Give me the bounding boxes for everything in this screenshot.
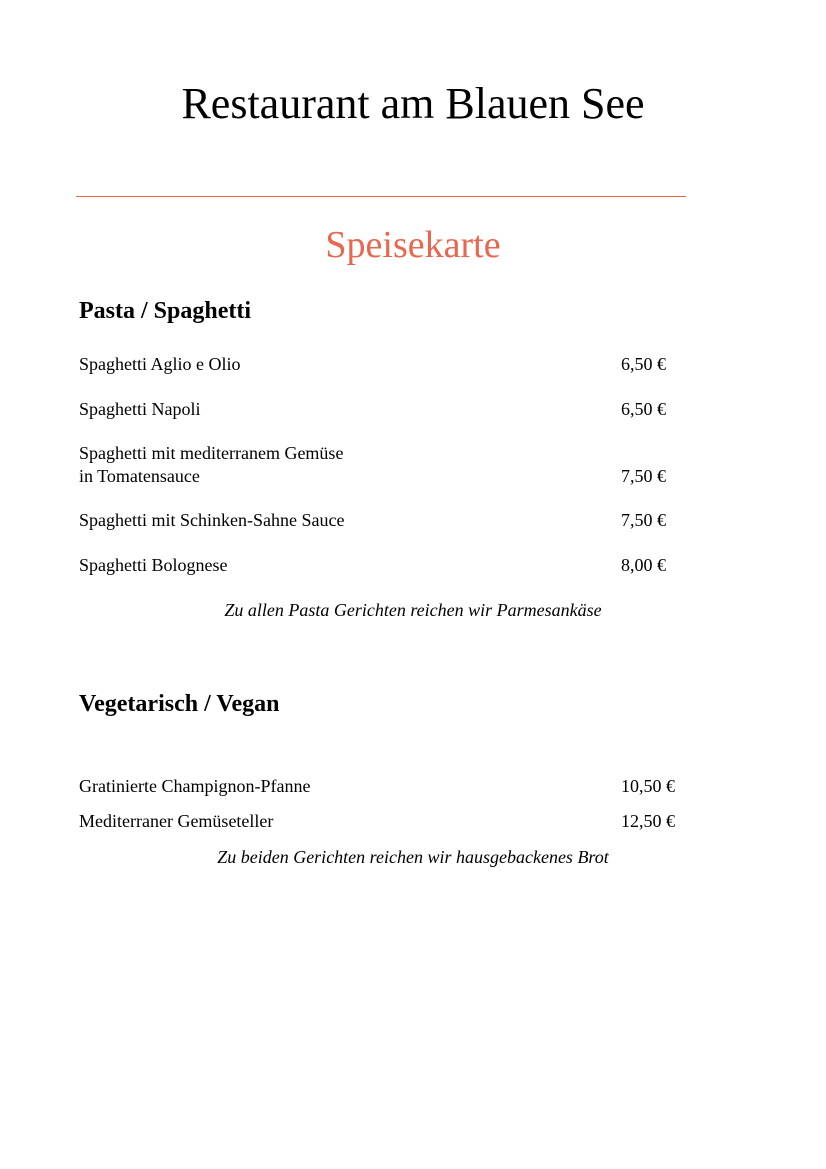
menu-item: [79, 509, 344, 532]
menu-item-price: 10,50 €: [621, 776, 675, 796]
section-note-vegetarian: Zu beiden Gerichten reichen wir hausgebackenes Brot: [217, 847, 609, 867]
section-note-pasta: Zu allen Pasta Gerichten reichen wir Parmesankäse: [224, 600, 602, 620]
menu-item: [79, 810, 273, 833]
menu-item: [79, 442, 343, 488]
menu-item-name: Mediterraner Gemüseteller: [79, 811, 274, 831]
menu-item-price: 8,00 €: [621, 555, 666, 575]
menu-item-name: Gratinierte Champignon-Pfanne: [79, 776, 311, 796]
menu-item-price: 6,50 €: [621, 399, 666, 419]
menu-title: Speisekarte: [325, 224, 501, 266]
menu-item-name: Spaghetti Napoli: [79, 399, 201, 419]
menu-item-price: 12,50 €: [621, 811, 675, 831]
menu-item: [79, 775, 310, 798]
menu-item-name: Spaghetti mit Schinken-Sahne Sauce: [79, 510, 345, 530]
restaurant-name: Restaurant am Blauen See: [181, 79, 645, 128]
menu-item: [79, 353, 241, 376]
menu-item-price: 7,50 €: [621, 466, 666, 486]
menu-item: [79, 398, 200, 421]
menu-item-price: 6,50 €: [621, 354, 666, 374]
menu-item-name-line2: in Tomatensauce: [79, 466, 200, 486]
menu-item-price: 7,50 €: [621, 510, 666, 530]
menu-item-name: Spaghetti Bolognese: [79, 555, 228, 575]
menu-item: [79, 554, 227, 577]
menu-item-name-line1: Spaghetti mit mediterranem Gemüse: [79, 443, 344, 463]
section-heading-pasta: Pasta / Spaghetti: [79, 298, 252, 324]
section-heading-vegetarian: Vegetarisch / Vegan: [79, 691, 280, 717]
title-divider: [76, 196, 686, 197]
menu-item-name: Spaghetti Aglio e Olio: [79, 354, 241, 374]
